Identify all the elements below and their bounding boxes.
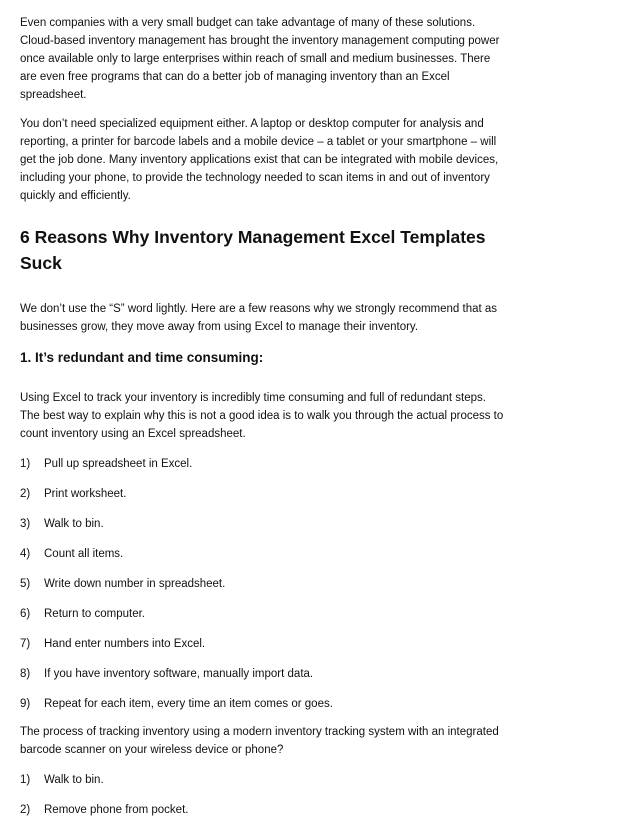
list-number: 1) (20, 458, 31, 470)
text-line: Even companies with a very small budget can take advantage of many of these solutions. (20, 17, 476, 29)
list-text: Return to computer. (44, 608, 145, 620)
list-number: 5) (20, 578, 31, 590)
list-item (20, 695, 620, 713)
heading-line: 6 Reasons Why Inventory Management Excel Templates (20, 227, 486, 247)
list-item (20, 485, 620, 503)
list-number: 3) (20, 518, 31, 530)
list-item (20, 545, 620, 563)
list-item (20, 635, 620, 653)
list-text: Write down number in spreadsheet. (44, 578, 226, 590)
text-line: barcode scanner on your wireless device or phone? (20, 744, 284, 756)
text-line: We don’t use the “S” word lightly. Here are a few reasons why we strongly recommend that as (20, 303, 498, 315)
list-text: Count all items. (44, 548, 124, 560)
list-item (20, 771, 620, 789)
list-item (20, 801, 620, 819)
list-text: If you have inventory software, manually import data. (44, 668, 314, 680)
reason-1-paragraph (20, 389, 620, 443)
text-line: once available only to large enterprises within reach of small and medium businesses. There (20, 53, 491, 65)
list-text: Print worksheet. (44, 488, 127, 500)
text-line: are even free programs that can do a better job of managing inventory than an Excel (20, 71, 450, 83)
list-item (20, 665, 620, 683)
text-line: including your phone, to provide the technology needed to scan items in and out of inventory (20, 172, 490, 184)
heading-line: Suck (20, 253, 62, 273)
text-line: quickly and efficiently. (20, 190, 131, 202)
text-line: count inventory using an Excel spreadsheet. (20, 428, 246, 440)
list-number: 2) (20, 804, 31, 816)
list-number: 2) (20, 488, 31, 500)
section-intro-paragraph (20, 300, 620, 336)
reason-1-heading: 1. It’s redundant and time consuming: (20, 350, 264, 365)
list-item (20, 575, 620, 593)
excel-steps-list (20, 455, 620, 713)
text-line: You don’t need specialized equipment either. A laptop or desktop computer for analysis and (20, 118, 484, 130)
list-text: Pull up spreadsheet in Excel. (44, 458, 193, 470)
modern-steps-list (20, 771, 620, 819)
list-number: 4) (20, 548, 31, 560)
text-line: get the job done. Many inventory applications exist that can be integrated with mobile devices, (20, 154, 499, 166)
list-item (20, 455, 620, 473)
text-line: Using Excel to track your inventory is incredibly time consuming and full of redundant steps. (20, 392, 486, 404)
text-line: spreadsheet. (20, 89, 87, 101)
list-item (20, 605, 620, 623)
text-line: businesses grow, they move away from using Excel to manage their inventory. (20, 321, 419, 333)
text-line: The best way to explain why this is not a good idea is to walk you through the actual process to (20, 410, 504, 422)
list-text: Remove phone from pocket. (44, 804, 189, 816)
list-text: Walk to bin. (44, 518, 104, 530)
list-number: 7) (20, 638, 31, 650)
list-number: 9) (20, 698, 31, 710)
document-page (20, 14, 620, 819)
list-item (20, 515, 620, 533)
modern-process-paragraph (20, 723, 620, 759)
list-text: Repeat for each item, every time an item comes or goes. (44, 698, 333, 710)
text-line: reporting, a printer for barcode labels and a mobile device – a tablet or your smartphone – will (20, 136, 497, 148)
text-line: The process of tracking inventory using a modern inventory tracking system with an integrated (20, 726, 499, 738)
text-line: Cloud-based inventory management has brought the inventory management computing power (20, 35, 500, 47)
intro-paragraph-2 (20, 115, 620, 205)
list-text: Walk to bin. (44, 774, 104, 786)
intro-paragraph-1 (20, 14, 620, 104)
list-number: 6) (20, 608, 31, 620)
list-number: 8) (20, 668, 31, 680)
list-text: Hand enter numbers into Excel. (44, 638, 206, 650)
list-number: 1) (20, 774, 31, 786)
section-heading (20, 224, 620, 276)
